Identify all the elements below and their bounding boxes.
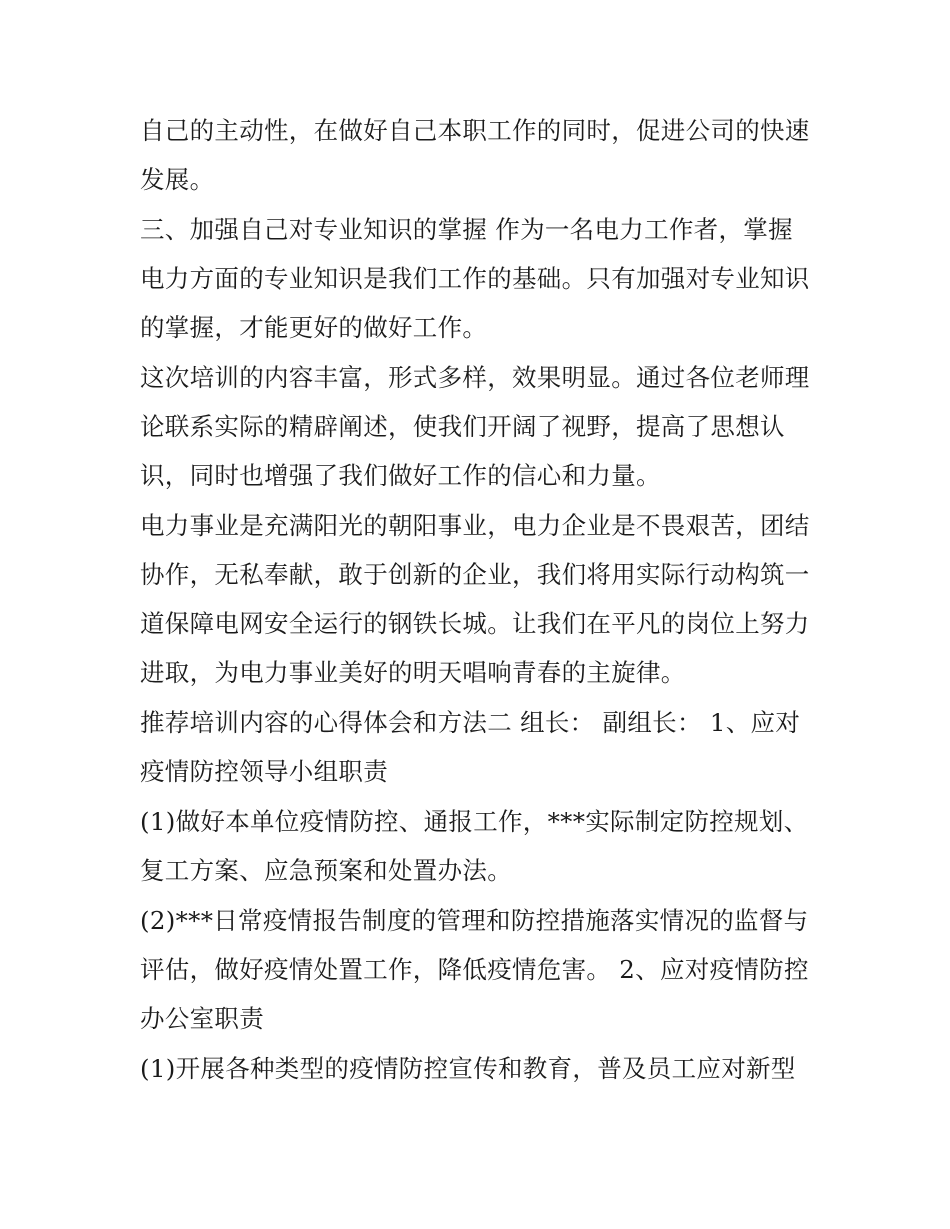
paragraph-duty-2: [140, 896, 820, 1043]
text-line: 协作，无私奉献，敢于创新的企业，我们将用实际行动构筑一: [140, 560, 810, 589]
paragraph-professional-knowledge: [140, 205, 820, 352]
text-line: 三、加强自己对专业知识的掌握 作为一名电力工作者，掌握: [140, 215, 793, 244]
text-line: (2)***日常疫情报告制度的管理和防控措施落实情况的监督与: [140, 906, 809, 935]
paragraph-duty-1: [140, 797, 820, 895]
text-line: 电力事业是充满阳光的朝阳事业，电力企业是不畏艰苦，团结: [140, 511, 810, 540]
text-line: (1)做好本单位疫情防控、通报工作，***实际制定防控规划、: [140, 807, 809, 836]
text-line: 评估，做好疫情处置工作，降低疫情危害。 2、应对疫情防控: [140, 955, 809, 984]
paragraph-office-duty-1: [140, 1044, 820, 1093]
paragraph-epidemic-group: [140, 698, 820, 796]
text-line: 进取，为电力事业美好的明天唱响青春的主旋律。: [140, 658, 686, 687]
text-line: 这次培训的内容丰富，形式多样，效果明显。通过各位老师理: [140, 363, 810, 392]
text-line: 疫情防控领导小组职责: [140, 757, 388, 786]
paragraph-training-summary: [140, 353, 820, 500]
text-line: 发展。: [140, 165, 215, 194]
text-line: 道保障电网安全运行的钢铁长城。让我们在平凡的岗位上努力: [140, 609, 810, 638]
paragraph-power-industry: [140, 501, 820, 697]
paragraph-company-development: [140, 106, 820, 204]
text-line: 电力方面的专业知识是我们工作的基础。只有加强对专业知识: [140, 264, 810, 293]
document-body: [140, 106, 820, 1093]
text-line: 复工方案、应急预案和处置办法。: [140, 856, 512, 885]
text-line: 识，同时也增强了我们做好工作的信心和力量。: [140, 461, 661, 490]
text-line: 办公室职责: [140, 1004, 264, 1033]
text-line: 自己的主动性，在做好自己本职工作的同时，促进公司的快速: [140, 116, 810, 145]
text-line: 的掌握，才能更好的做好工作。: [140, 313, 488, 342]
text-line: 论联系实际的精辟阐述，使我们开阔了视野，提高了思想认: [140, 412, 785, 441]
text-line: (1)开展各种类型的疫情防控宣传和教育，普及员工应对新型: [140, 1054, 796, 1083]
text-line: 推荐培训内容的心得体会和方法二 组长： 副组长： 1、应对: [140, 708, 801, 737]
